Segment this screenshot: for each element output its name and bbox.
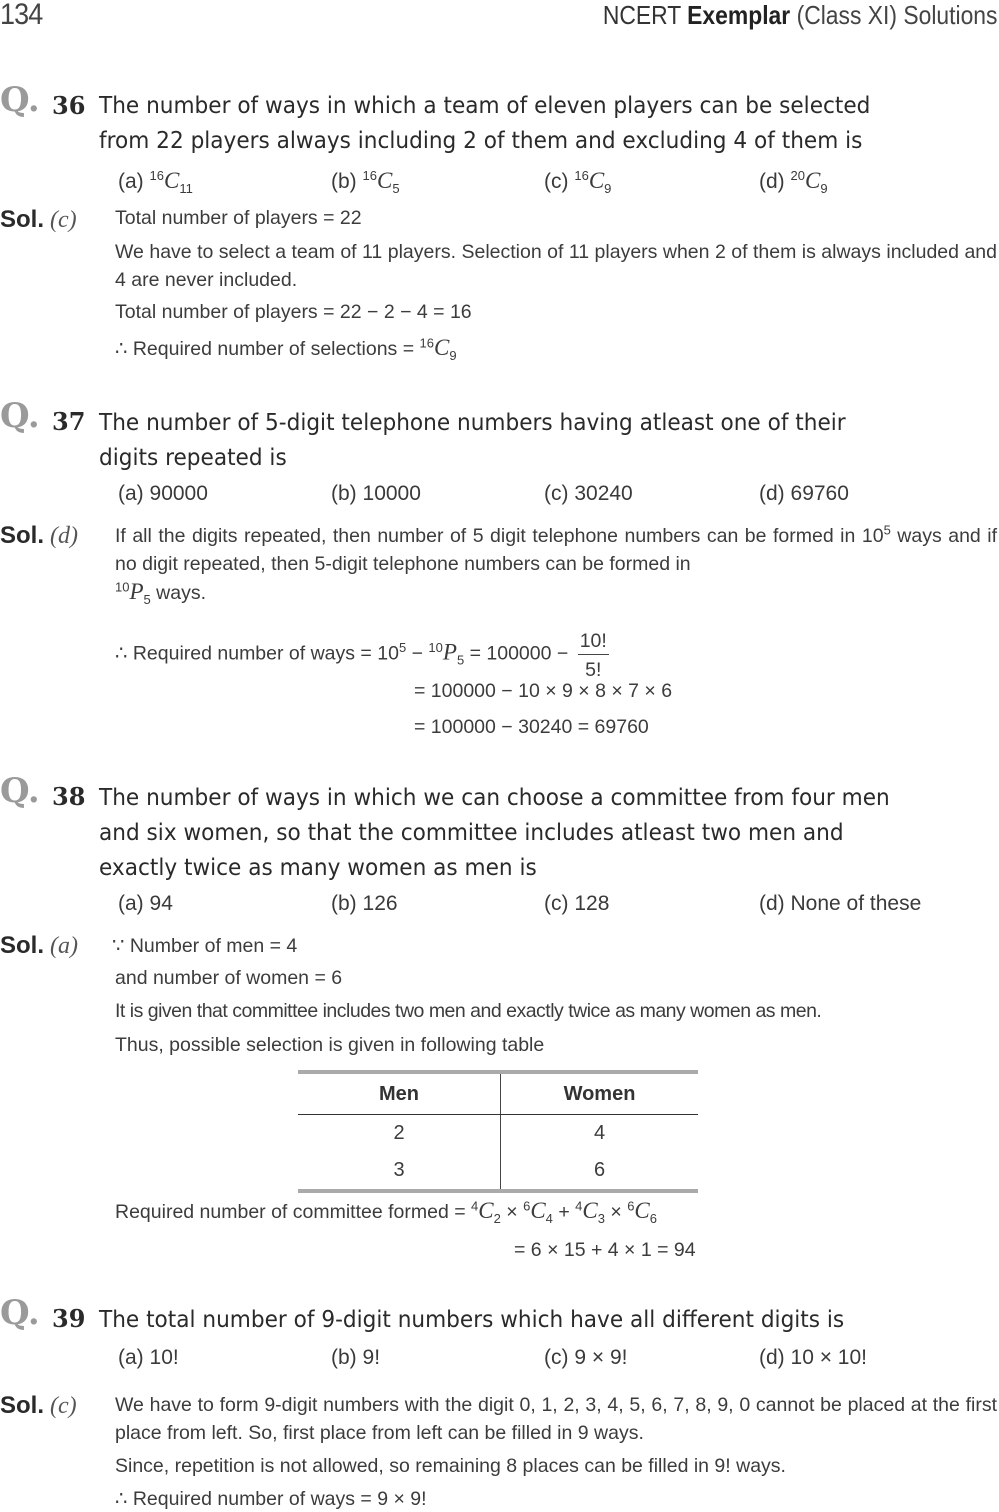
option-d: (d) None of these <box>759 892 922 915</box>
question-number: 36 <box>52 91 86 120</box>
solution-step-1: ∴ Required number of ways = $10^5 - ^{10}P_5 = 100000$ − $\frac{10!}{5!}$ <box>115 626 609 683</box>
solution-line: It is given that committee includes two men and exactly twice as many women as men. <box>115 1000 822 1022</box>
solution-label: Sol. (d) <box>0 522 78 549</box>
solution-line: Since, repetition is not allowed, so remaining 8 places can be filled in 9! ways. <box>115 1455 786 1477</box>
option-b: (b) 9! <box>331 1346 381 1369</box>
options-row <box>118 892 978 920</box>
question-marker: Q. <box>0 396 40 436</box>
page-number: 134 <box>0 0 43 31</box>
option-a: (a) 90000 <box>118 482 208 505</box>
options-row <box>118 482 978 510</box>
option-d: (d) 69760 <box>759 482 849 505</box>
solution-line: Total number of players = 22 <box>115 207 362 229</box>
solution-label: Sol. (a) <box>0 932 78 959</box>
option-d: (d) $^{20}C_9$ <box>759 168 828 197</box>
options-row <box>118 168 978 196</box>
question-number: 38 <box>52 782 86 811</box>
solution-result: Required number of committee formed = $^4C_2 \times ^6C_4 + ^4C_3 \times ^6C_6$ <box>115 1198 657 1226</box>
solution-line: ∵ Number of men = 4 <box>112 935 298 957</box>
header-bold: Exemplar <box>686 0 790 30</box>
solution-result-line-2: = 6 × 15 + 4 × 1 = 94 <box>514 1239 696 1261</box>
option-c: (c) 9 × 9! <box>544 1346 628 1369</box>
header-suffix: (Class XI) Solutions <box>796 0 997 30</box>
solution-step-3: = 100000 − 30240 = 69760 <box>414 716 649 738</box>
option-c: (c) 30240 <box>544 482 633 505</box>
question-text: The total number of 9-digit numbers which have all different digits is <box>99 1305 845 1333</box>
question-text: The number of ways in which a team of eleven players can be selected from 22 players always including 2 of them and excluding 4 of them is <box>99 91 871 154</box>
solution-line: Total number of players = 22 − 2 − 4 = 16 <box>115 301 472 323</box>
solution-paragraph: We have to select a team of 11 players. Selection of 11 players when 2 of them is always included and 4 are never included. <box>115 241 997 291</box>
option-b: (b) $^{16}C_5$ <box>331 168 400 197</box>
solution-line: Thus, possible selection is given in following table <box>115 1034 545 1056</box>
table-row: 2 4 <box>298 1115 698 1153</box>
options-row <box>118 1346 978 1374</box>
question-text: The number of ways in which we can choose a committee from four men and six women, so that the committee includes atleast two men and exactly twice as many women as men is <box>99 783 890 881</box>
solution-result: ∴ Required number of selections = $^{16}C_9$ <box>115 335 457 363</box>
running-header <box>602 0 997 31</box>
question-marker: Q. <box>0 1293 40 1333</box>
option-d: (d) 10 × 10! <box>759 1346 867 1369</box>
solution-label: Sol. (c) <box>0 1392 77 1419</box>
question-marker: Q. <box>0 80 40 120</box>
header-prefix: NCERT <box>602 0 681 30</box>
option-a: (a) $^{16}C_{11}$ <box>118 168 193 197</box>
solution-paragraph: If all the digits repeated, then number of 5 digit telephone numbers can be formed in $10^5$ ways and if no digit repeated, then 5-digit telephone numbers can be formed in $^{10}P_5$ ways. <box>115 522 998 607</box>
fraction: $\frac{10!}{5!}$ <box>579 630 607 681</box>
option-a: (a) 94 <box>118 892 173 915</box>
option-a: (a) 10! <box>118 1346 179 1369</box>
question-number: 37 <box>52 407 86 436</box>
selection-table <box>298 1070 698 1193</box>
solution-step-2: = 100000 − 10 × 9 × 8 × 7 × 6 <box>414 680 673 702</box>
question-number: 39 <box>52 1304 86 1333</box>
question-marker: Q. <box>0 771 40 811</box>
option-c: (c) $^{16}C_9$ <box>544 168 612 197</box>
table-header: Women <box>501 1072 699 1115</box>
solution-result: ∴ Required number of ways = 9 × 9! <box>115 1488 427 1510</box>
solution-label: Sol. (c) <box>0 206 77 233</box>
option-b: (b) 10000 <box>331 482 421 505</box>
option-c: (c) 128 <box>544 892 610 915</box>
table-header: Men <box>298 1072 501 1115</box>
question-text: The number of 5-digit telephone numbers having atleast one of their digits repeated is <box>99 408 846 471</box>
solution-paragraph: We have to form 9-digit numbers with the digit 0, 1, 2, 3, 4, 5, 6, 7, 8, 9, 0 cannot be placed at the first place from left. So, first place from left can be filled in 9 ways. <box>115 1394 997 1444</box>
solution-line: and number of women = 6 <box>115 967 343 989</box>
table-row: 3 6 <box>298 1152 698 1191</box>
option-b: (b) 126 <box>331 892 398 915</box>
